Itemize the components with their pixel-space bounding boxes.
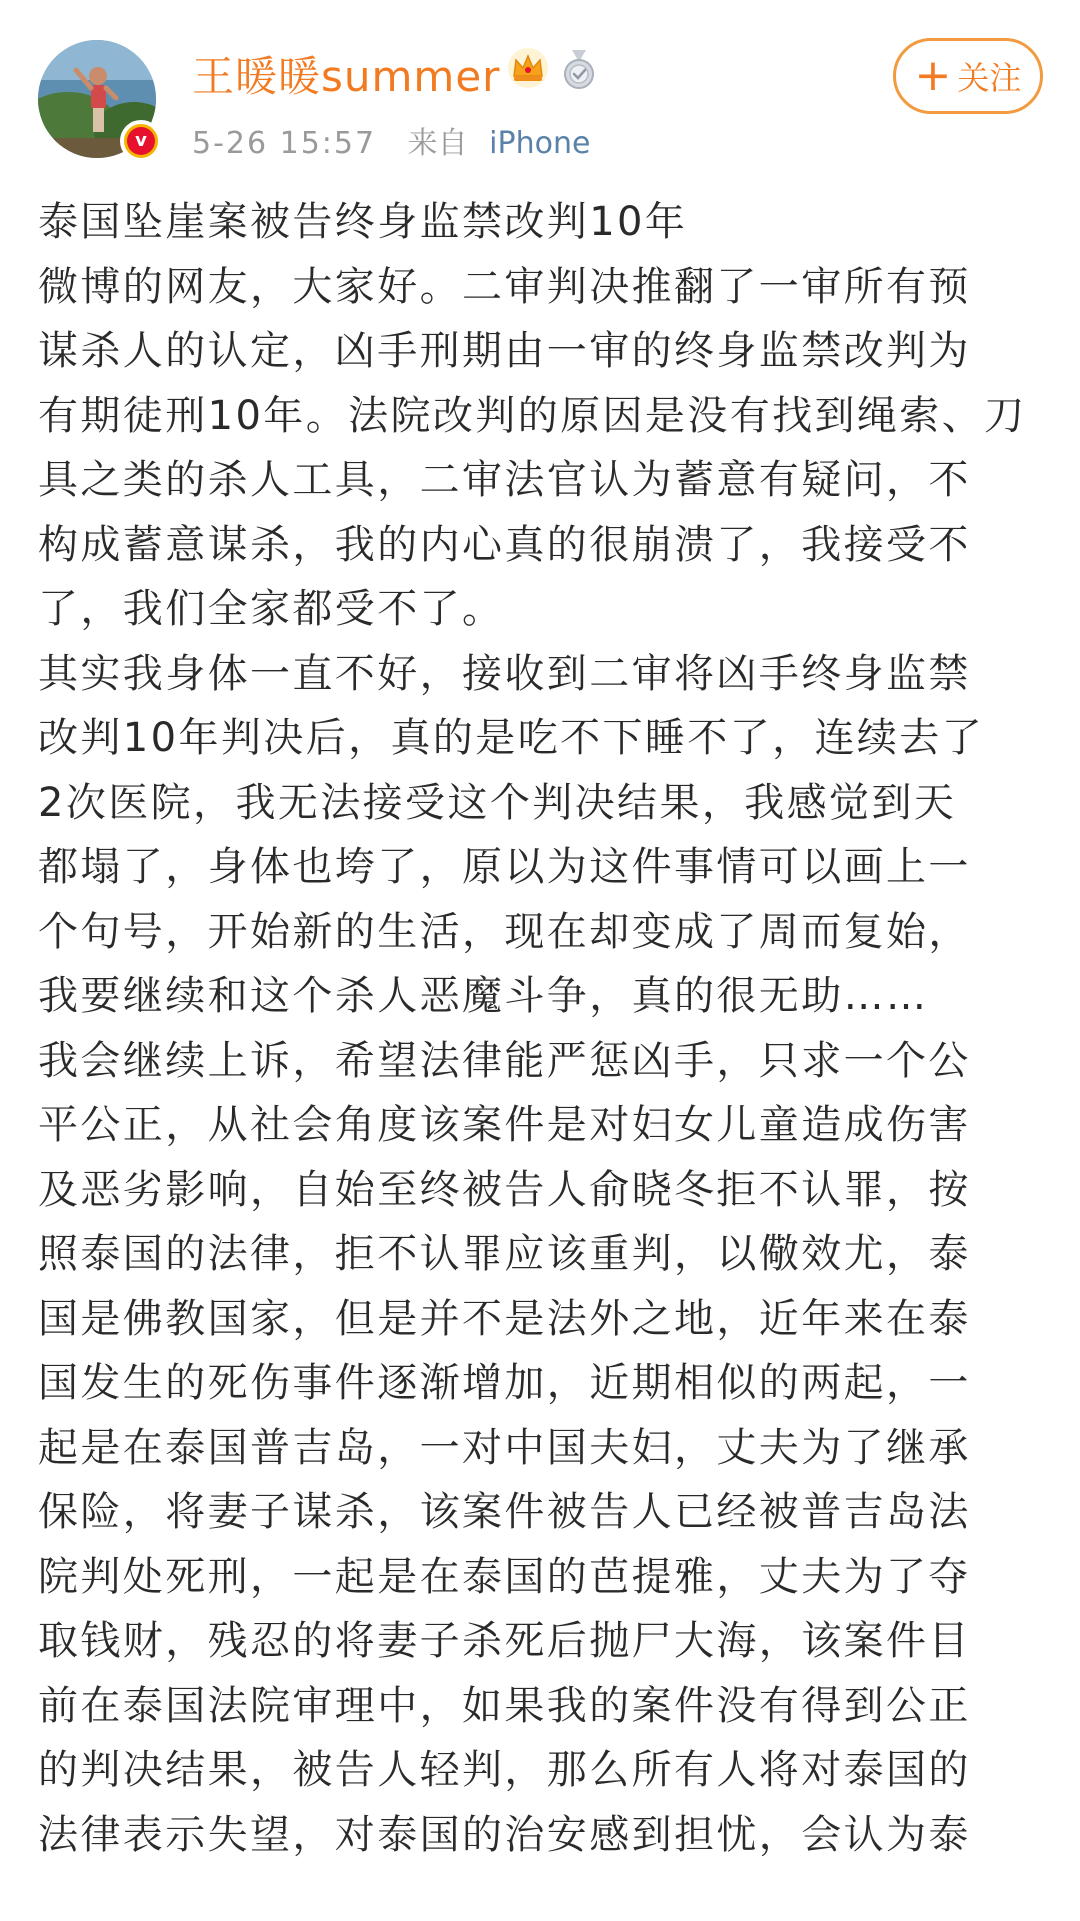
post-body	[38, 190, 1048, 1867]
post-text-line: 及恶劣影响，自始至终被告人俞晓冬拒不认罪，按	[38, 1166, 971, 1213]
post-text-line: 其实我身体一直不好，接收到二审将凶手终身监禁	[38, 650, 971, 697]
post-text-line: 的判决结果，被告人轻判，那么所有人将对泰国的	[38, 1747, 971, 1793]
post-text-line: 改判10年判决后，真的是吃不下睡不了，连续去了	[38, 715, 985, 761]
post-title-line: 泰国坠崖案被告终身监禁改判10年	[38, 199, 688, 245]
post-timestamp: 5-26 15:57	[192, 126, 377, 161]
device-source-link[interactable]: iPhone	[489, 126, 591, 161]
follow-button[interactable]	[893, 38, 1043, 114]
follow-label: 关注	[957, 59, 1022, 97]
post-text-line: 国发生的死伤事件逐渐增加，近期相似的两起，一	[38, 1360, 971, 1406]
post-text-line: 都塌了，身体也垮了，原以为这件事情可以画上一	[38, 844, 971, 890]
post-meta	[192, 118, 590, 162]
post-text-line: 有期徒刑10年。法院改判的原因是没有找到绳索、刀	[38, 392, 1027, 439]
post-text-line: 我会继续上诉，希望法律能严惩凶手，只求一个公	[38, 1037, 971, 1084]
post-text-line: 取钱财，残忍的将妻子杀死后抛尸大海，该案件目	[38, 1618, 971, 1664]
verified-v-icon: v	[127, 127, 155, 155]
post-text-line: 照泰国的法律，拒不认罪应该重判，以儆效尤，泰	[38, 1231, 971, 1277]
medal-icon[interactable]	[558, 48, 600, 90]
post-text-line: 微博的网友，大家好。二审判决推翻了一审所有预	[38, 263, 971, 310]
plus-icon: +	[914, 50, 952, 101]
post-header	[0, 0, 1080, 180]
post-text-line: 院判处死刑，一起是在泰国的芭提雅，丈夫为了夺	[38, 1553, 971, 1600]
post-text-line: 起是在泰国普吉岛，一对中国夫妇，丈夫为了继承	[38, 1424, 971, 1471]
post-text-line: 前在泰国法院审理中，如果我的案件没有得到公正	[38, 1682, 971, 1729]
post-text-line: 具之类的杀人工具，二审法官认为蓄意有疑问，不	[38, 457, 971, 503]
username[interactable]: 王暖暖summer	[192, 52, 501, 101]
crown-icon[interactable]	[506, 46, 550, 90]
post-text-line: 平公正，从社会角度该案件是对妇女儿童造成伤害	[38, 1102, 971, 1148]
post-text-line: 了，我们全家都受不了。	[38, 586, 505, 632]
source-label: 来自	[407, 126, 468, 161]
post-text-line: 个句号，开始新的生活，现在却变成了周而复始，	[38, 908, 971, 955]
post-text-line: 谋杀人的认定，凶手刑期由一审的终身监禁改判为	[38, 328, 971, 374]
post-text-line: 构成蓄意谋杀，我的内心真的很崩溃了，我接受不	[38, 521, 971, 568]
post-text-line: 法律表示失望，对泰国的治安感到担忧，会认为泰	[38, 1811, 971, 1858]
post-text-line: 2次医院，我无法接受这个判决结果，我感觉到天	[38, 779, 957, 826]
verified-badge-icon	[120, 120, 162, 162]
post-text-line: 国是佛教国家，但是并不是法外之地，近年来在泰	[38, 1295, 971, 1342]
post-text-line: 我要继续和这个杀人恶魔斗争，真的很无助……	[38, 973, 929, 1019]
post-text-line: 保险，将妻子谋杀，该案件被告人已经被普吉岛法	[38, 1489, 971, 1535]
